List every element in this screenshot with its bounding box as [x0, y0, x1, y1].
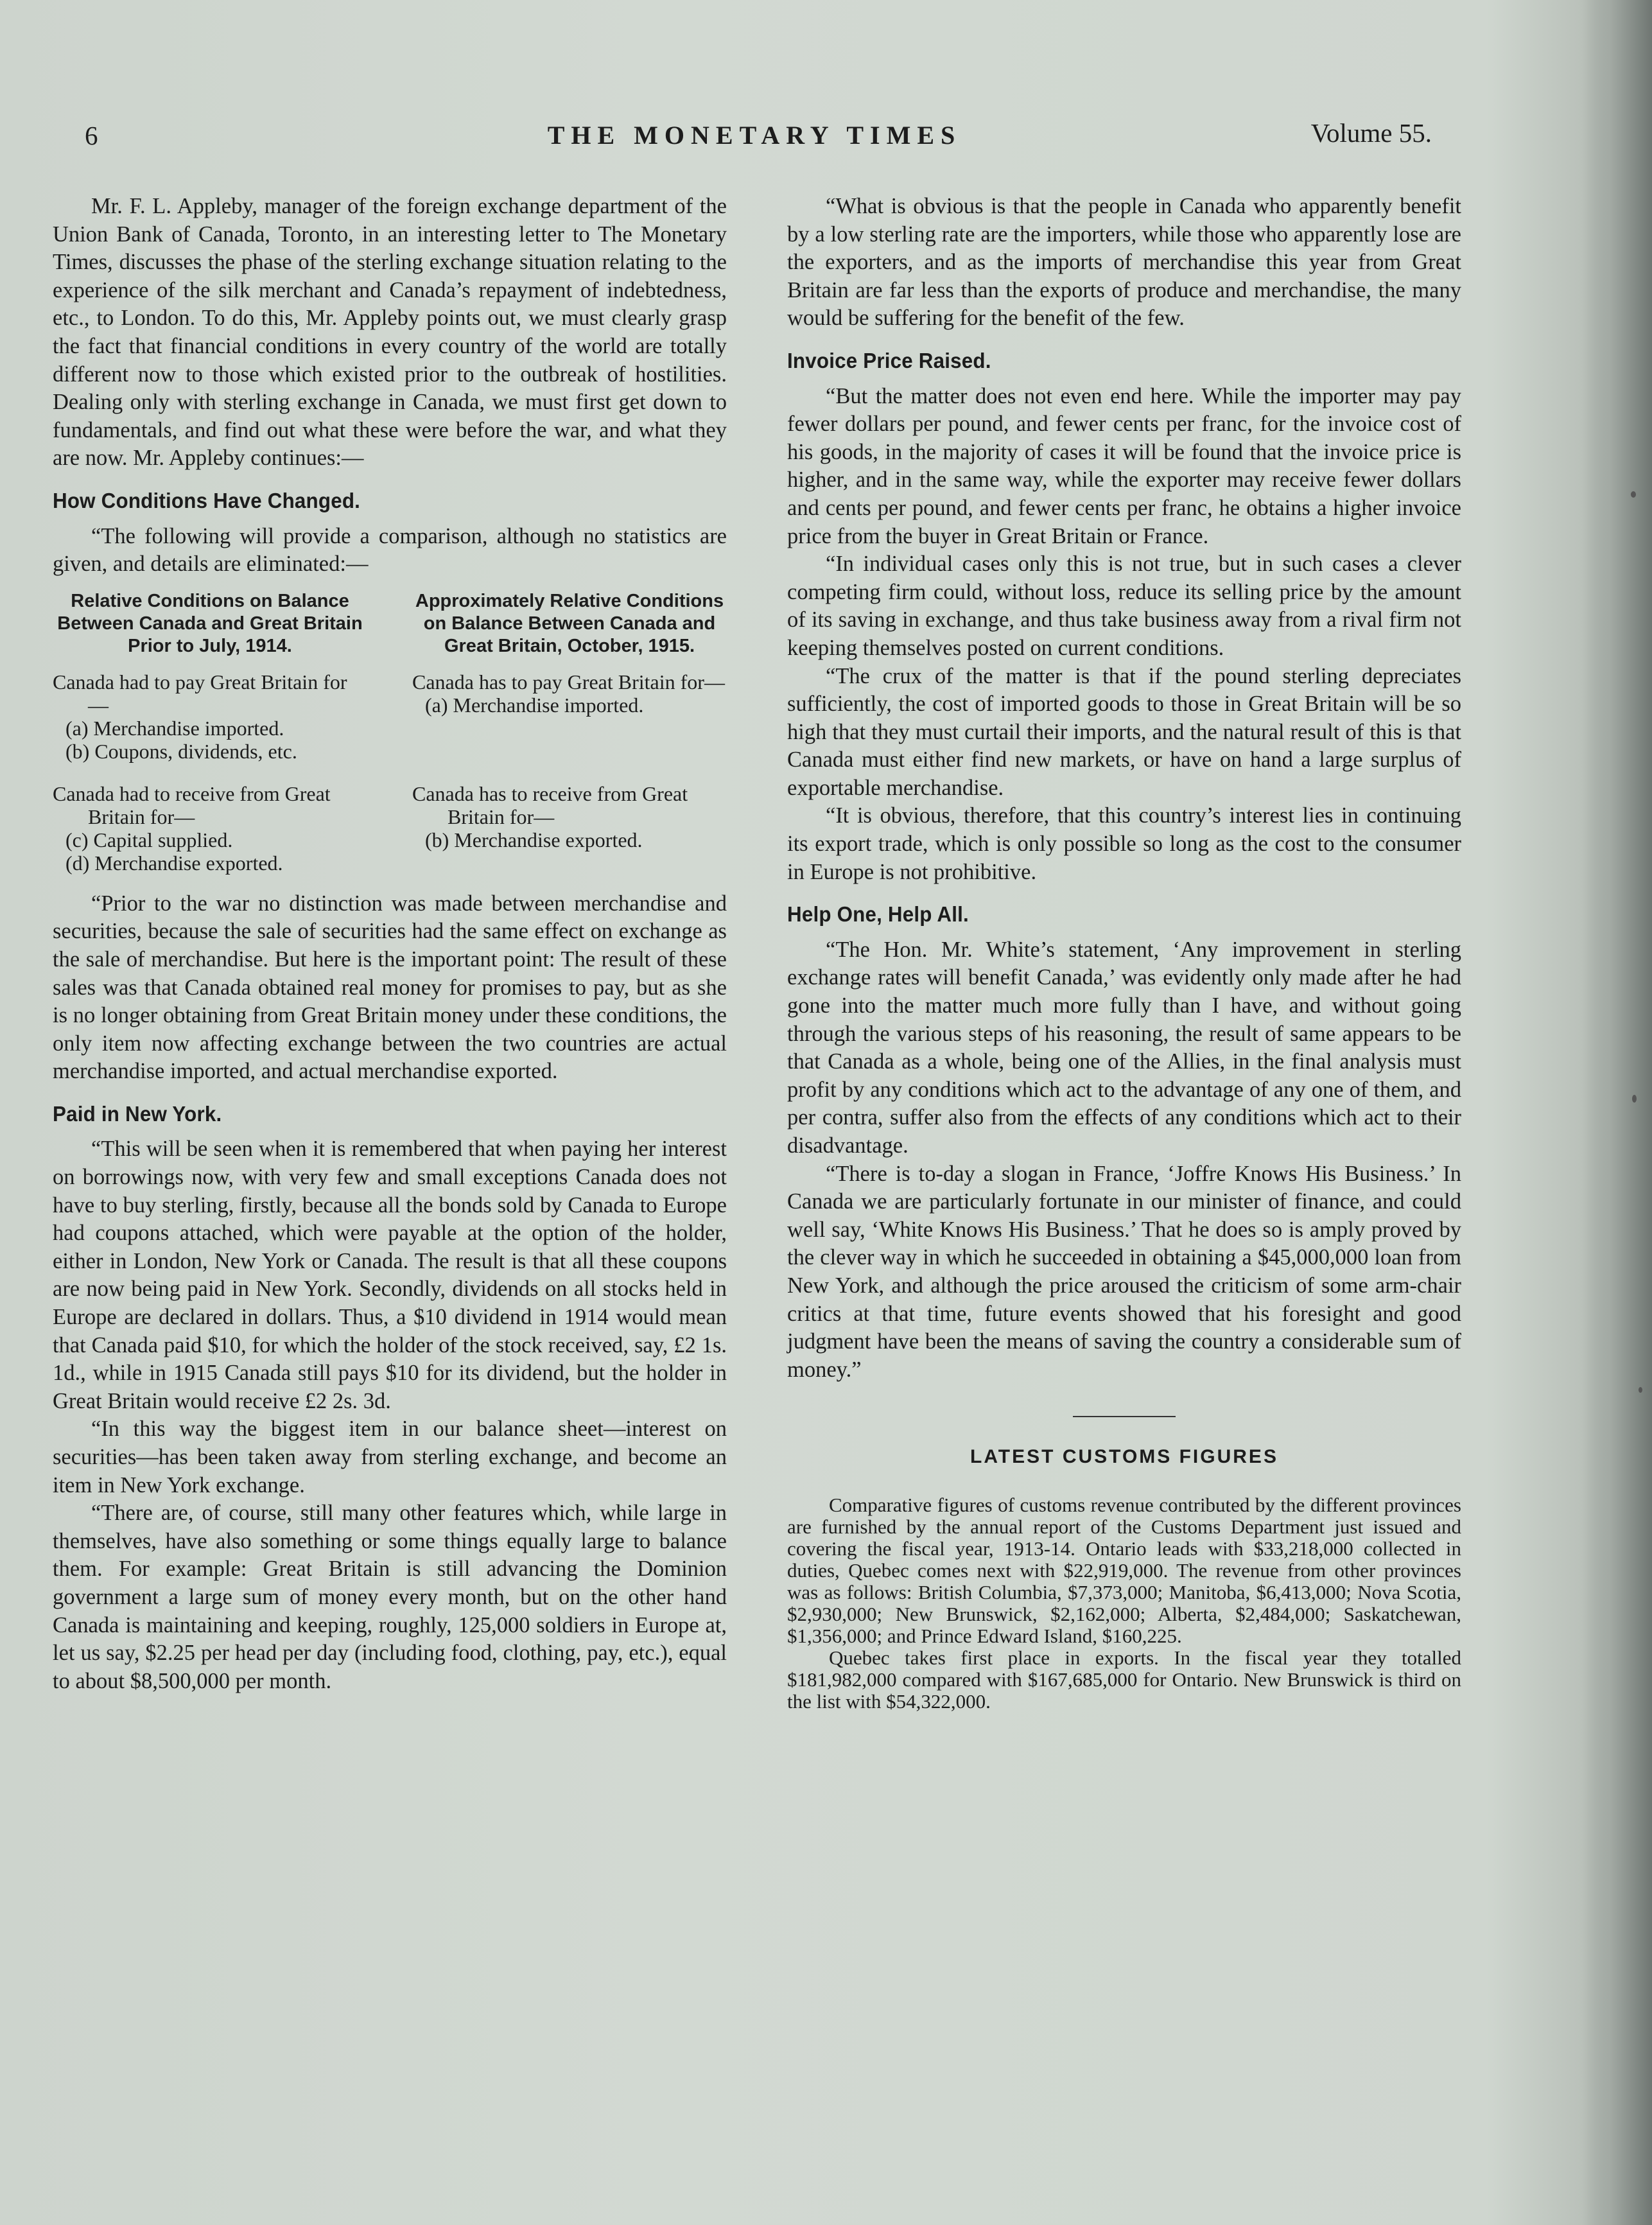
paragraph: “In this way the biggest item in our balance sheet—interest on securities—has been taken away from sterling exchange, and become an item in New York exchange.: [53, 1417, 727, 1497]
paragraph: “There is to-day a slogan in France, ‘Joffre Knows His Business.’ In Canada we are particularly fortunate in our minister of finance, and could well say, ‘White Knows His Business.’ That he does so is amply proved by the clever way in which he succeeded in obtaining a $45,000,000 loan from New York, and although the price aroused the criticism of some arm-chair critics at that time, future events showed that his foresight and good judgment have been the means of saving the country a considerable sum of money.”: [787, 1161, 1461, 1382]
paragraph: “What is obvious is that the people in Canada who apparently benefit by a low sterling rate are the importers, while those who apparently lose are the exporters, and as the imports of merchandise this year from Great Britain are far less than the exports of produce and merchandise, the many would be suffering for the benefit of the few.: [787, 194, 1461, 331]
margin-speck: [1631, 491, 1636, 498]
volume-label: Volume 55.: [1310, 118, 1432, 148]
paragraph: “It is obvious, therefore, that this country’s interest lies in continuing its export trade, which is only possible so long as the cost to the consumer in Europe is not prohibitive.: [787, 803, 1461, 884]
section-heading-invoice: Invoice Price Raised.: [787, 348, 991, 372]
binding-shadow: [1581, 0, 1652, 2225]
page-header: [77, 118, 1432, 156]
paragraph: “In individual cases only this is not true, but in such cases a clever competing firm could, without loss, reduce its selling price by the amount of its saving in exchange, and thus take business away from a rival firm not keeping themselves posted on current conditions.: [787, 552, 1461, 660]
left-column: [53, 193, 727, 1695]
paragraph: “There are, of course, still many other features which, while large in themselves, have also something or some things equally large to balance them. For example: Great Britain is still advancing the Dominion government a large sum of money every month, but on the other hand Canada is maintaining and keeping, roughly, 125,000 soldiers in Europe at, let us say, $2.25 per head per day (including food, clothing, pay, etc.), equal to about $8,500,000 per month.: [53, 1501, 727, 1693]
paragraph: “The crux of the matter is that if the pound sterling depreciates sufficiently, the cost of imported goods to those in Great Britain will be so high that they must curtail their imports, and the natural result of this is that Canada must either find new markets, or have on hand a large surplus of exportable merchandise.: [787, 663, 1461, 800]
section-heading-new-york: Paid in New York.: [53, 1101, 222, 1126]
publication-title: THE MONETARY TIMES: [547, 121, 962, 150]
comparison-item: (b) Merchandise exported.: [425, 828, 643, 851]
paragraph: “But the matter does not even end here. While the importer may pay fewer dollars per pound, and fewer cents per franc, for the invoice cost of his goods, in the majority of cases it will be found that the invoice price is higher, and in the same way, while the exporter may receive fewer dollars and cents per pound, and fewer cents per franc, he obtains a higher invoice price from the buyer in Great Britain or France.: [787, 383, 1461, 548]
paragraph: “The following will provide a comparison, although no statistics are given, and details are eliminated:—: [53, 523, 727, 577]
section-heading-conditions: How Conditions Have Changed.: [53, 488, 361, 512]
comparison-item: (a) Merchandise imported.: [425, 693, 644, 717]
comparison-item: (d) Merchandise exported.: [65, 851, 283, 875]
paragraph: “This will be seen when it is remembered that when paying her interest on borrowings now, with very few and small exceptions Canada does not have to buy sterling, firstly, because all the bonds sold by Canada to Europe had coupons attached, which were payable at the option of the holder, either in London, New York or Canada. The result is that all these coupons are now being paid in New York. Secondly, dividends on all stocks held in Europe are declared in dollars. Thus, a $10 dividend in 1914 would mean that Canada paid $10, for which the holder of the stock received, say, £2 1s. 1d., while in 1915 Canada still pays $10 for its dividend, but the holder in Great Britain would receive £2 2s. 3d.: [53, 1137, 727, 1413]
comparison-table: [53, 590, 727, 875]
section-divider: [1073, 1416, 1176, 1417]
comparison-lead: Canada has to receive from Great Britain for—: [412, 781, 688, 828]
paragraph: Comparative figures of customs revenue contributed by the different provinces are furnished by the annual report of the Customs Department just issued and covering the fiscal year, 1913-14. Ontario leads with $33,218,000 collected in duties, Quebec comes next with $22,919,000. The revenue from other provinces was as follows: British Columbia, $7,373,000; Manitoba, $6,413,000; Nova Scotia, $2,930,000; New Brunswick, $2,162,000; Alberta, $2,484,000; Saskatchewan, $1,356,000; and Prince Edward Island, $160,225.: [787, 1493, 1461, 1647]
right-column: [787, 193, 1461, 1713]
paragraph: “The Hon. Mr. White’s statement, ‘Any improvement in sterling exchange rates will benefit Canada,’ was evidently only made after he had gone into the matter much more fully than I have, and without going through the various steps of his reasoning, the result of same appears to be that Canada as a whole, being one of the Allies, in the final analysis must profit by any conditions which act to the advantage of any one of them, and per contra, suffer also from the effects of any conditions which act to their disadvantage.: [787, 937, 1461, 1158]
customs-heading: LATEST CUSTOMS FIGURES: [970, 1446, 1278, 1468]
comparison-lead: Canada had to receive from Great Britain for—: [53, 781, 331, 828]
comparison-heading: Approximately Relative Conditions on Balance Between Canada and Great Britain, October, 1915.: [415, 590, 724, 656]
paragraph: “Prior to the war no distinction was made between merchandise and securities, because the sale of securities had the same effect on exchange as the sale of merchandise. But here is the important point: The result of these sales was that Canada obtained real money for promises to pay, but as she is no longer obtaining from Great Britain money under these conditions, the only item now affecting exchange between the two countries are actual merchandise imported, and actual merchandise exported.: [53, 891, 727, 1084]
intro-paragraph: Mr. F. L. Appleby, manager of the foreign exchange department of the Union Bank of Canada, Toronto, in an interesting letter to The Monetary Times, discusses the phase of the sterling exchange situation relating to the experience of the silk merchant and Canada’s repayment of indebtedness, etc., to London. To do this, Mr. Appleby points out, we must clearly grasp the fact that financial conditions in every country of the world are totally different now to those which existed prior to the outbreak of hostilities. Dealing only with sterling exchange in Canada, we must first get down to fundamentals, and find out what these were before the war, and what they are now. Mr. Appleby continues:—: [53, 194, 727, 471]
comparison-item: (a) Merchandise imported.: [65, 716, 284, 740]
margin-speck: [1632, 1095, 1637, 1103]
comparison-column-1915: [412, 590, 727, 875]
paragraph: Quebec takes first place in exports. In the fiscal year they totalled $181,982,000 compared with $167,685,000 for Ontario. New Brunswick is third on the list with $54,322,000.: [787, 1646, 1461, 1713]
comparison-item: (c) Capital supplied.: [65, 828, 233, 851]
section-heading-help: Help One, Help All.: [787, 902, 969, 927]
customs-article: [787, 1494, 1461, 1713]
page-number: 6: [85, 121, 98, 150]
comparison-heading: Relative Conditions on Balance Between Canada and Great Britain Prior to July, 1914.: [57, 590, 363, 656]
comparison-item: (b) Coupons, dividends, etc.: [65, 739, 297, 763]
comparison-column-1914: [53, 590, 367, 875]
comparison-lead: Canada has to pay Great Britain for—: [412, 670, 725, 694]
comparison-lead: Canada had to pay Great Britain for—: [53, 670, 347, 717]
margin-speck: [1639, 1387, 1642, 1393]
